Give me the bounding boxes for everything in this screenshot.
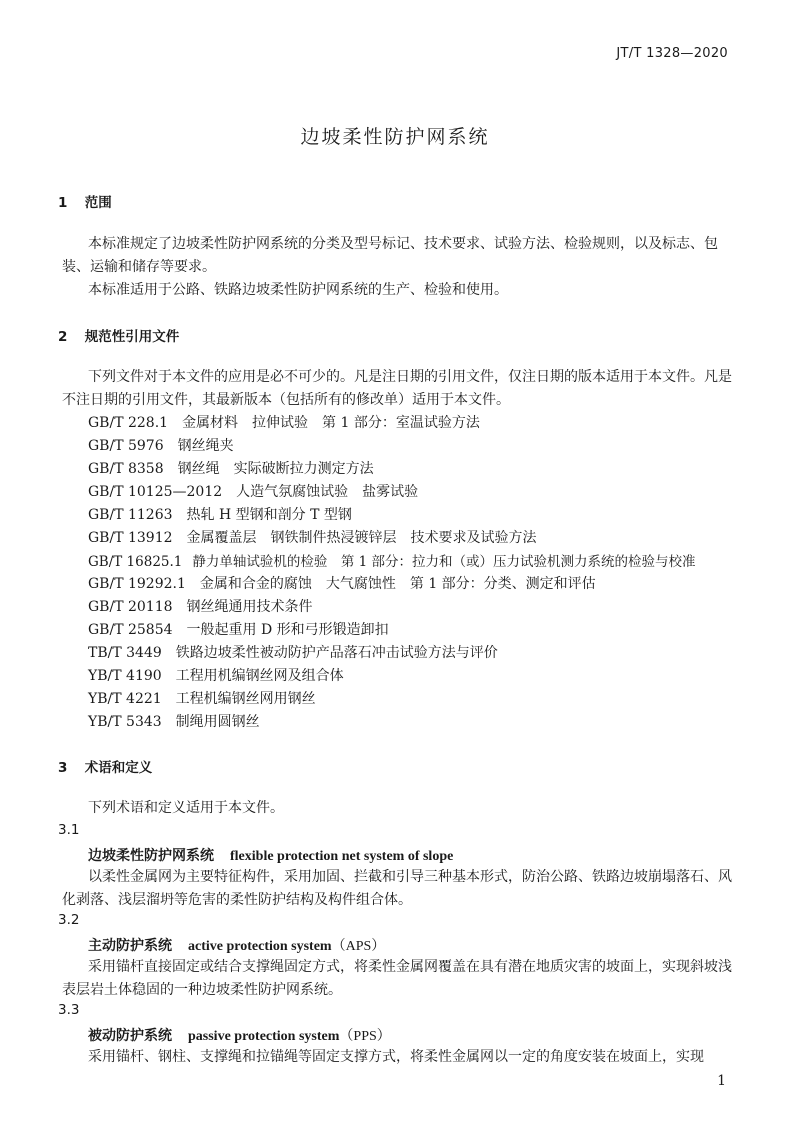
page-number: 1 <box>717 1073 726 1089</box>
reference-name: 钢丝绳通用技术条件 <box>186 599 313 615</box>
term-heading <box>88 935 385 955</box>
section-number: 2 <box>58 329 68 345</box>
reference-item <box>88 688 316 708</box>
section-number: 3 <box>58 760 68 776</box>
document-number: JT/T 1328—2020 <box>616 46 728 61</box>
references-intro: 下列文件对于本文件的应用是必不可少的。凡是注日期的引用文件，仅注日期的版本适用于本文件。凡是不注日期的引用文件，其最新版本（包括所有的修改单）适用于本文件。 <box>62 369 732 408</box>
reference-name: 一般起重用 D 形和弓形锻造卸扣 <box>186 622 389 638</box>
reference-name: 制绳用圆钢丝 <box>175 714 260 730</box>
reference-item <box>88 458 374 478</box>
reference-item <box>88 481 418 501</box>
reference-name: 钢丝绳 实际破断拉力测定方法 <box>177 461 374 477</box>
scope-paragraph-2: 本标准适用于公路、铁路边坡柔性防护网系统的生产、检验和使用。 <box>88 282 508 298</box>
clause-number: 3.1 <box>58 822 80 838</box>
terms-intro: 下列术语和定义适用于本文件。 <box>88 800 284 816</box>
section-2-heading <box>58 325 179 345</box>
clause-number: 3.3 <box>58 1002 80 1018</box>
reference-code: GB/T 228.1 <box>88 415 169 431</box>
term-abbr: （PPS） <box>339 1029 391 1044</box>
reference-item <box>88 619 389 639</box>
section-title: 规范性引用文件 <box>84 329 180 345</box>
reference-code: GB/T 5976 <box>88 438 164 454</box>
section-title: 术语和定义 <box>84 760 153 776</box>
term-heading <box>88 1025 391 1045</box>
term-heading <box>88 845 453 865</box>
reference-name: 金属和合金的腐蚀 大气腐蚀性 第 1 部分：分类、测定和评估 <box>199 576 596 592</box>
reference-name: 钢丝绳夹 <box>177 438 234 454</box>
term-en: flexible protection net system of slope <box>230 849 454 864</box>
reference-code: GB/T 11263 <box>88 507 173 523</box>
clause-number: 3.2 <box>58 912 80 928</box>
reference-code: TB/T 3449 <box>88 645 162 661</box>
reference-name: 金属覆盖层 钢铁制件热浸镀锌层 技术要求及试验方法 <box>186 530 537 546</box>
section-number: 1 <box>58 195 68 211</box>
reference-code: GB/T 25854 <box>88 622 173 638</box>
term-abbr: （APS） <box>331 939 386 954</box>
reference-name: 工程用机编钢丝网及组合体 <box>175 668 344 684</box>
term-definition: 以柔性金属网为主要特征构件，采用加固、拦截和引导三种基本形式，防治公路、铁路边坡崩塌落石、风化剥落、浅层溜坍等危害的柔性防护结构及构件组合体。 <box>62 869 732 908</box>
term-definition: 采用锚杆直接固定或结合支撑绳固定方式，将柔性金属网覆盖在具有潜在地质灾害的坡面上，实现斜坡浅表层岩土体稳固的一种边坡柔性防护网系统。 <box>62 959 732 998</box>
reference-code: GB/T 16825.1 <box>88 554 183 570</box>
reference-code: GB/T 20118 <box>88 599 173 615</box>
reference-item <box>88 642 498 662</box>
reference-item <box>88 596 313 616</box>
reference-name: 静力单轴试验机的检验 第 1 部分：拉力和（或）压力试验机测力系统的检验与校准 <box>192 554 696 570</box>
term-definition: 采用锚杆、钢柱、支撑绳和拉锚绳等固定支撑方式，将柔性金属网以一定的角度安装在坡面上，实现 <box>88 1049 704 1065</box>
reference-code: YB/T 4221 <box>88 691 162 707</box>
reference-item <box>88 412 480 432</box>
term-zh: 被动防护系统 <box>88 1028 172 1044</box>
reference-name: 铁路边坡柔性被动防护产品落石冲击试验方法与评价 <box>175 645 498 661</box>
reference-code: GB/T 8358 <box>88 461 164 477</box>
term-en: passive protection system <box>188 1029 340 1044</box>
reference-code: GB/T 13912 <box>88 530 173 546</box>
page-title: 边坡柔性防护网系统 <box>300 126 490 148</box>
reference-item <box>88 573 596 593</box>
reference-name: 热轧 H 型钢和剖分 T 型钢 <box>186 507 352 523</box>
reference-code: YB/T 4190 <box>88 668 162 684</box>
section-title: 范围 <box>84 195 112 211</box>
reference-item <box>88 550 696 570</box>
reference-code: GB/T 10125—2012 <box>88 484 223 500</box>
reference-code: YB/T 5343 <box>88 714 162 730</box>
reference-item <box>88 435 234 455</box>
reference-item <box>88 665 344 685</box>
term-zh: 边坡柔性防护网系统 <box>88 848 214 864</box>
scope-paragraph-1: 本标准规定了边坡柔性防护网系统的分类及型号标记、技术要求、试验方法、检验规则，以及标志、包装、运输和储存等要求。 <box>62 236 718 275</box>
reference-item <box>88 504 352 524</box>
reference-code: GB/T 19292.1 <box>88 576 186 592</box>
reference-name: 人造气氛腐蚀试验 盐雾试验 <box>236 484 419 500</box>
term-en: active protection system <box>188 939 332 954</box>
reference-item <box>88 711 260 731</box>
term-zh: 主动防护系统 <box>88 938 172 954</box>
reference-item <box>88 527 537 547</box>
section-1-heading <box>58 191 112 211</box>
reference-name: 工程机编钢丝网用钢丝 <box>175 691 316 707</box>
reference-name: 金属材料 拉伸试验 第 1 部分：室温试验方法 <box>182 415 480 431</box>
section-3-heading <box>58 756 152 776</box>
